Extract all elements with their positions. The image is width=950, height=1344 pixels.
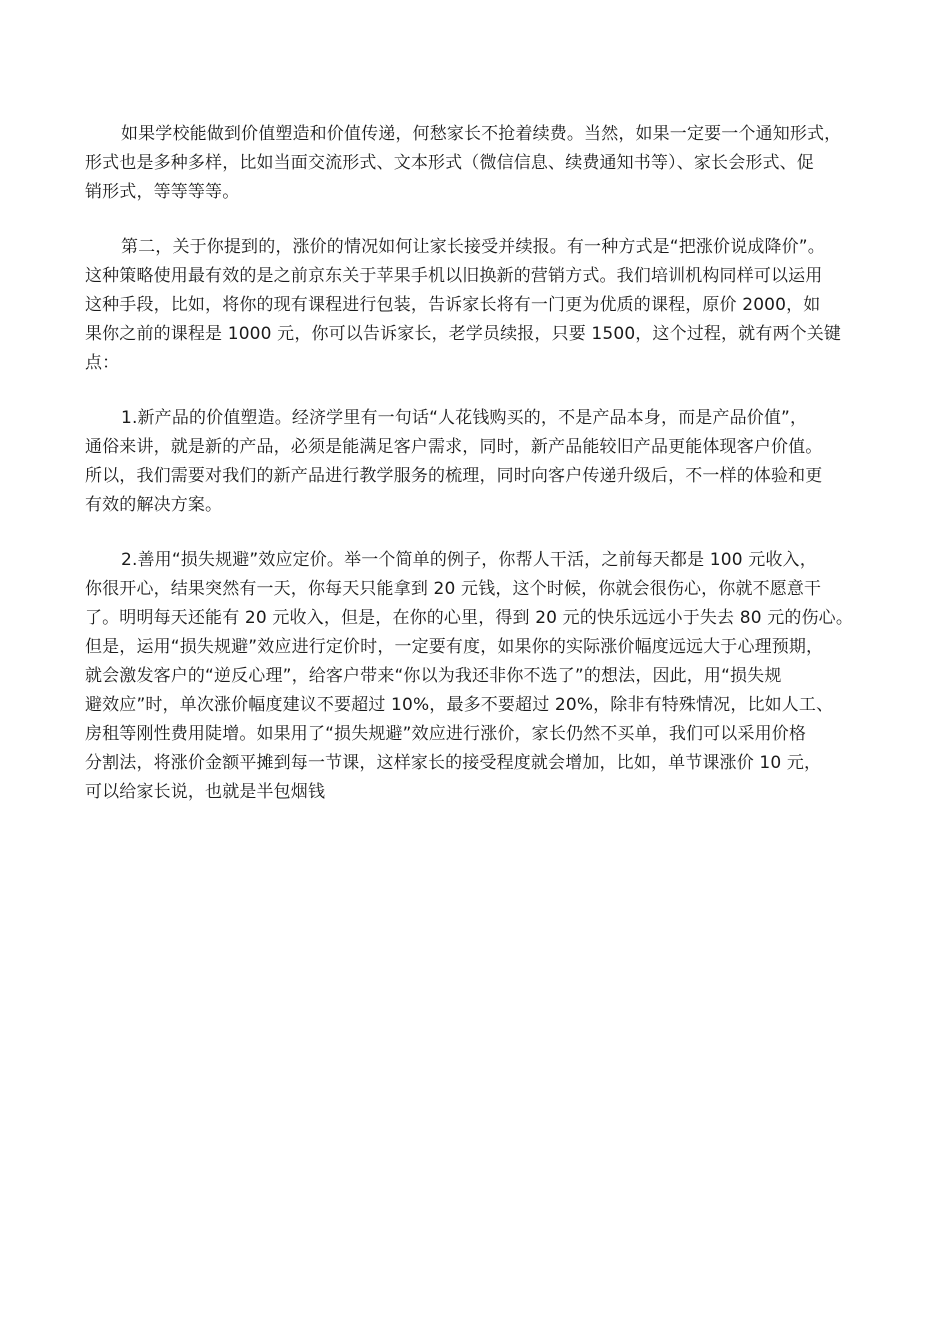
text-line: 销形式，等等等等。 bbox=[85, 182, 240, 202]
paragraph-1 bbox=[85, 120, 875, 207]
text-line: 有效的解决方案。 bbox=[85, 495, 223, 515]
text-line: 这种手段，比如，将你的现有课程进行包装，告诉家长将有一门更为优质的课程，原价 2000，如 bbox=[85, 295, 821, 315]
text-line: 房租等刚性费用陡增。如果用了“损失规避”效应进行涨价，家长仍然不买单，我们可以采用价格 bbox=[85, 724, 807, 744]
text-line: 但是，运用“损失规避”效应进行定价时，一定要有度，如果你的实际涨价幅度远远大于心理预期， bbox=[85, 637, 824, 657]
text-line: 你很开心，结果突然有一天，你每天只能拿到 20 元钱，这个时候，你就会很伤心，你就不愿意干 bbox=[85, 579, 822, 599]
text-line: 第二，关于你提到的，涨价的情况如何让家长接受并续报。有一种方式是“把涨价说成降价”。 bbox=[121, 237, 825, 257]
paragraph-4 bbox=[85, 546, 875, 807]
text-line: 点： bbox=[85, 353, 120, 373]
text-line: 所以，我们需要对我们的新产品进行教学服务的梳理，同时向客户传递升级后，不一样的体验和更 bbox=[85, 466, 823, 486]
text-line: 如果学校能做到价值塑造和价值传递，何愁家长不抢着续费。当然，如果一定要一个通知形式， bbox=[121, 124, 842, 144]
text-line: 分割法，将涨价金额平摊到每一节课，这样家长的接受程度就会增加，比如，单节课涨价 10 元， bbox=[85, 753, 822, 773]
text-line: 就会激发客户的“逆反心理”，给客户带来“你以为我还非你不选了”的想法，因此，用“损失规 bbox=[85, 666, 782, 686]
text-line: 1.新产品的价值塑造。经济学里有一句话“人花钱购买的，不是产品本身，而是产品价值”， bbox=[121, 408, 808, 428]
text-line: 可以给家长说，也就是半包烟钱 bbox=[85, 782, 326, 802]
text-line: 这种策略使用最有效的是之前京东关于苹果手机以旧换新的营销方式。我们培训机构同样可以运用 bbox=[85, 266, 823, 286]
paragraph-2 bbox=[85, 233, 875, 378]
paragraph-3 bbox=[85, 404, 875, 520]
text-line: 果你之前的课程是 1000 元，你可以告诉家长，老学员续报，只要 1500，这个过程，就有两个关键 bbox=[85, 324, 842, 344]
document-body bbox=[85, 120, 875, 833]
text-line: 通俗来讲，就是新的产品，必须是能满足客户需求，同时，新产品能较旧产品更能体现客户价值。 bbox=[85, 437, 823, 457]
text-line: 避效应”时，单次涨价幅度建议不要超过 10%，最多不要超过 20%，除非有特殊情况，比如人工、 bbox=[85, 695, 834, 715]
text-line: 形式也是多种多样，比如当面交流形式、文本形式（微信信息、续费通知书等）、家长会形式、促 bbox=[85, 153, 814, 173]
text-line: 2.善用“损失规避”效应定价。举一个简单的例子，你帮人干活，之前每天都是 100 元收入， bbox=[121, 550, 817, 570]
text-line: 了。明明每天还能有 20 元收入，但是，在你的心里，得到 20 元的快乐远远小于失去 80 元的伤心。 bbox=[85, 608, 853, 628]
